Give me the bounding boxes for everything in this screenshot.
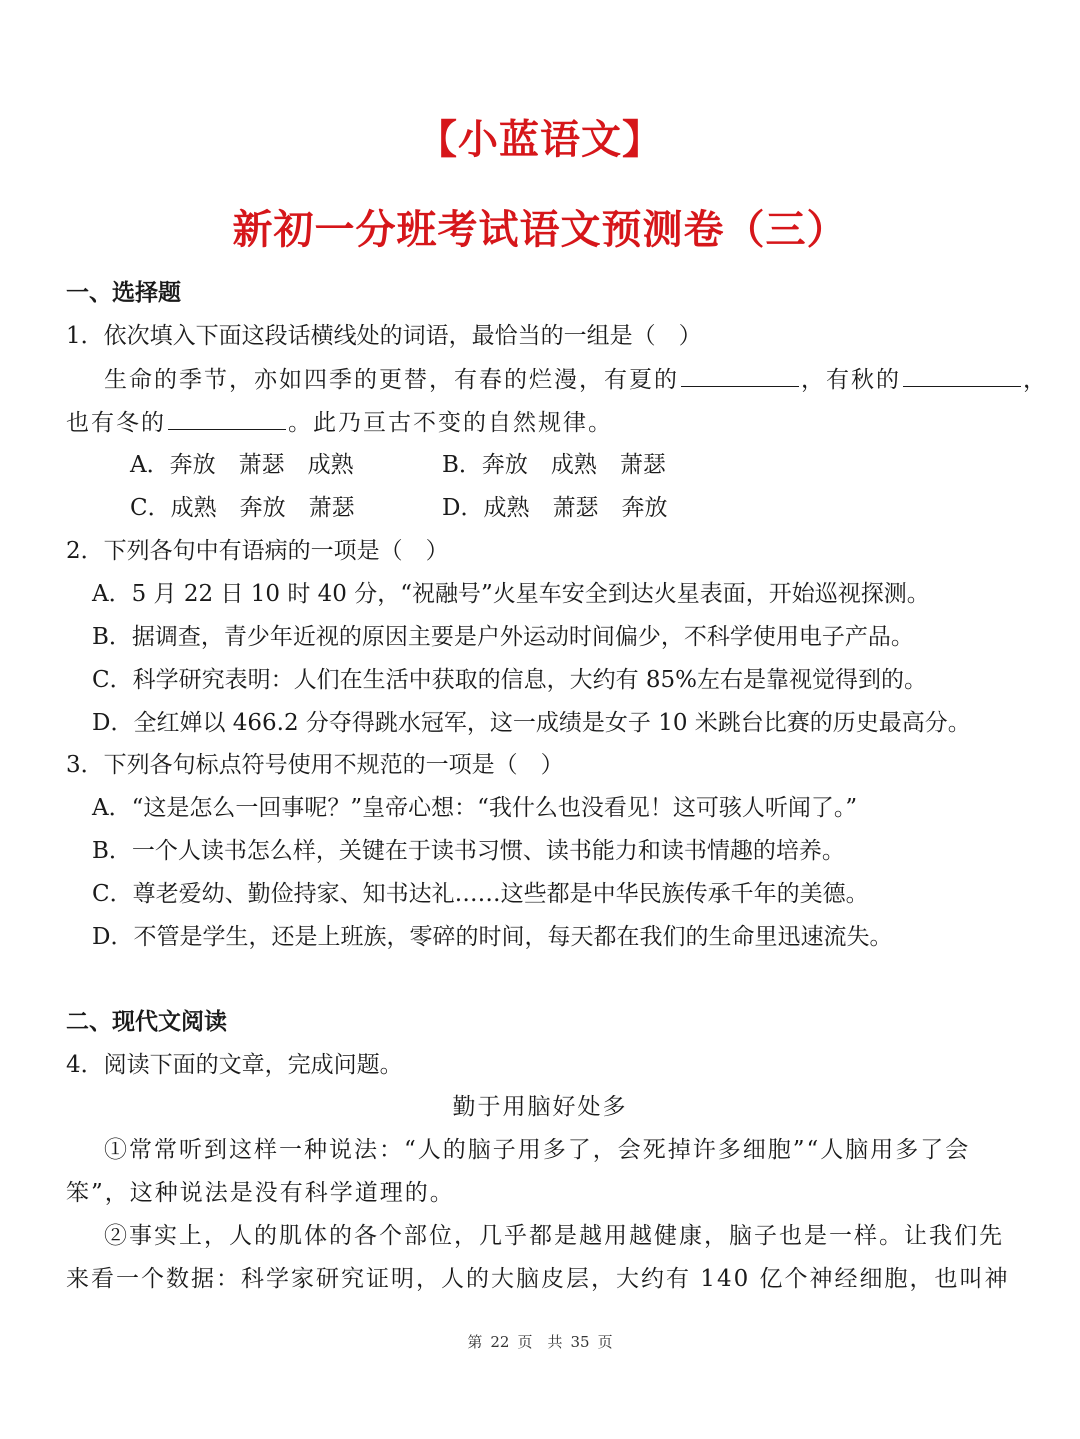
q4-stem: 4．阅读下面的文章，完成问题。: [66, 1052, 403, 1078]
article-paragraph: ②事实上，人的肌体的各个部位，几乎都是越用越健康，脑子也是一样。让我们先: [104, 1223, 1004, 1249]
q2-option-c: C．科学研究表明：人们在生活中获取的信息，大约有 85%左右是靠视觉得到的。: [92, 667, 928, 693]
q1-option-a: A．奔放 萧瑟 成熟: [130, 452, 354, 478]
q2-option-a: A．5 月 22 日 10 时 40 分，“祝融号”火星车安全到达火星表面，开始巡视探测。: [92, 581, 930, 607]
q1-passage-text: 也有冬的: [66, 410, 166, 436]
q3-option-a: A．“这是怎么一回事呢？”皇帝心想：“我什么也没看见！这可骇人听闻了。”: [92, 795, 858, 821]
answer-blank: [903, 364, 1021, 387]
q2-stem: 2．下列各句中有语病的一项是（ ）: [66, 538, 449, 564]
q1-passage-text: ，: [1023, 367, 1048, 393]
q3-option-b: B．一个人读书怎么样，关键在于读书习惯、读书能力和读书情趣的培养。: [92, 838, 845, 864]
article-paragraph: 来看一个数据：科学家研究证明，人的大脑皮层，大约有 140 亿个神经细胞，也叫神: [66, 1266, 1010, 1292]
section2-heading: 二、现代文阅读: [66, 1008, 227, 1035]
q1-passage-line1: [104, 364, 1048, 395]
q1-option-b: B．奔放 成熟 萧瑟: [442, 452, 666, 478]
q2-option-d: D．全红婵以 466.2 分夺得跳水冠军，这一成绩是女子 10 米跳台比赛的历史最高分。: [92, 710, 971, 736]
q1-option-d: D．成熟 萧瑟 奔放: [442, 495, 668, 521]
q1-stem: 1．依次填入下面这段话横线处的词语，最恰当的一组是（ ）: [66, 323, 702, 349]
q3-option-c: C．尊老爱幼、勤俭持家、知书达礼……这些都是中华民族传承千年的美德。: [92, 881, 869, 907]
page-number: 第 22 页 共 35 页: [467, 1333, 613, 1351]
q1-passage-text: 。此乃亘古不变的自然规律。: [288, 410, 613, 436]
q1-passage-text: 生命的季节，亦如四季的更替，有春的烂漫，有夏的: [104, 367, 679, 393]
q2-option-b: B．据调查，青少年近视的原因主要是户外运动时间偏少，不科学使用电子产品。: [92, 624, 914, 650]
article-paragraph: 笨”，这种说法是没有科学道理的。: [66, 1180, 455, 1206]
q1-option-c: C．成熟 奔放 萧瑟: [130, 495, 355, 521]
answer-blank: [168, 407, 286, 430]
answer-blank: [681, 364, 799, 387]
q1-passage-line2: [66, 407, 613, 438]
section1-heading: 一、选择题: [66, 279, 181, 306]
q1-passage-text: ，有秋的: [801, 367, 901, 393]
exam-title: 新初一分班考试语文预测卷（三）: [232, 207, 848, 253]
brand-title: 【小蓝语文】: [417, 117, 663, 163]
article-paragraph: ①常常听到这样一种说法：“人的脑子用多了，会死掉许多细胞”“人脑用多了会: [104, 1137, 971, 1163]
q3-stem: 3．下列各句标点符号使用不规范的一项是（ ）: [66, 752, 564, 778]
article-title: 勤于用脑好处多: [452, 1094, 628, 1120]
q3-option-d: D．不管是学生，还是上班族，零碎的时间，每天都在我们的生命里迅速流失。: [92, 924, 893, 950]
